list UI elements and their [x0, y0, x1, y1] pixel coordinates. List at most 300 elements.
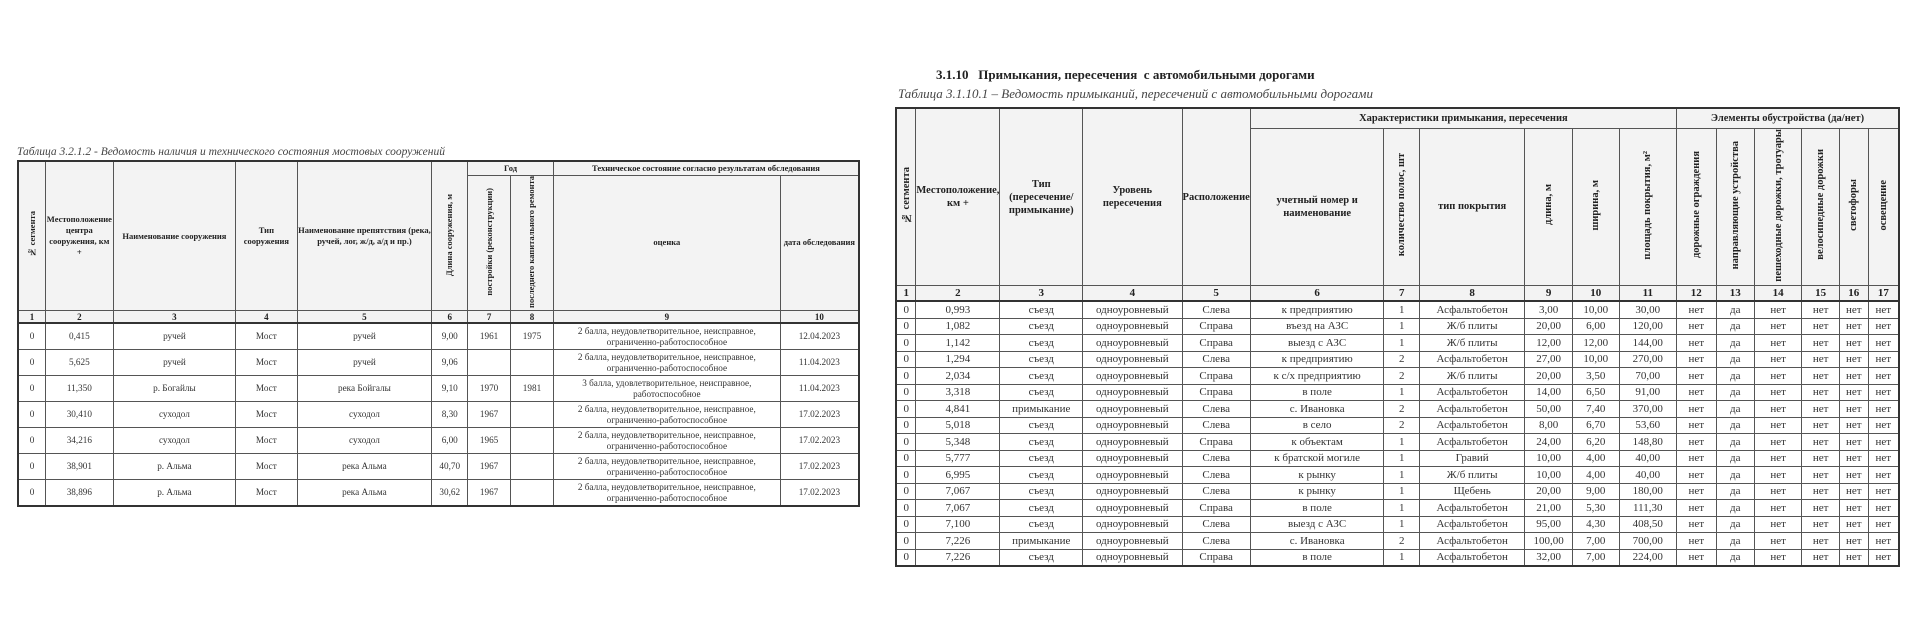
table-cell: нет: [1677, 533, 1717, 550]
table-cell: в поле: [1250, 549, 1384, 566]
table-cell: нет: [1677, 368, 1717, 385]
table-cell: нет: [1868, 301, 1899, 318]
table-cell: 12,00: [1572, 335, 1619, 352]
table-cell: 7,226: [916, 533, 1000, 550]
table-cell: Справа: [1182, 368, 1250, 385]
table-cell: нет: [1755, 467, 1802, 484]
table-cell: нет: [1755, 351, 1802, 368]
table-cell: примыкание: [1000, 401, 1083, 418]
column-number: 9: [1525, 286, 1573, 302]
table-cell: с. Ивановка: [1250, 401, 1384, 418]
table-cell: одноуровневый: [1083, 351, 1182, 368]
table-cell: да: [1716, 516, 1754, 533]
table-cell: нет: [1755, 335, 1802, 352]
table-cell: 20,00: [1525, 318, 1573, 335]
table-row: [18, 323, 859, 350]
table-cell: нет: [1802, 533, 1840, 550]
table-cell: 4,841: [916, 401, 1000, 418]
table-cell: съезд: [1000, 483, 1083, 500]
column-number: 4: [1083, 286, 1182, 302]
table-cell: Асфальтобетон: [1420, 533, 1525, 550]
table-cell: 6,20: [1572, 434, 1619, 451]
column-number: 14: [1755, 286, 1802, 302]
table-cell: 2 балла, неудовлетворительное, неисправное, ограниченно-работоспособное: [553, 350, 780, 376]
table-cell: 20,00: [1525, 483, 1573, 500]
table-cell: 53,60: [1619, 417, 1676, 434]
table-cell: ручей: [297, 350, 432, 376]
table-cell: 2 балла, неудовлетворительное, неисправное, ограниченно-работоспособное: [553, 428, 780, 454]
column-number: 12: [1677, 286, 1717, 302]
table-cell: Справа: [1182, 335, 1250, 352]
table-cell: нет: [1677, 467, 1717, 484]
table-row: [896, 401, 1899, 418]
table-cell: нет: [1802, 401, 1840, 418]
table-cell: 40,00: [1619, 450, 1676, 467]
table-cell: 0: [18, 480, 46, 507]
table-cell: да: [1716, 450, 1754, 467]
table-cell: да: [1716, 401, 1754, 418]
table-cell: 4,30: [1572, 516, 1619, 533]
table-cell: да: [1716, 467, 1754, 484]
table-cell: Мост: [236, 323, 297, 350]
table-cell: съезд: [1000, 318, 1083, 335]
table-cell: нет: [1755, 318, 1802, 335]
header-surface: тип покрытия: [1420, 128, 1525, 286]
table-cell: Асфальтобетон: [1420, 301, 1525, 318]
column-number: 8: [1420, 286, 1525, 302]
column-number: 2: [916, 286, 1000, 302]
table-cell: съезд: [1000, 450, 1083, 467]
table-cell: 370,00: [1619, 401, 1676, 418]
table-cell: 20,00: [1525, 368, 1573, 385]
table-cell: 0: [896, 516, 916, 533]
table-cell: 1,294: [916, 351, 1000, 368]
table-cell: Гравий: [1420, 450, 1525, 467]
table-cell: Асфальтобетон: [1420, 434, 1525, 451]
header-year-repair: последнего капитального ремонта: [511, 175, 554, 311]
table-cell: Слева: [1182, 401, 1250, 418]
table-cell: ручей: [113, 350, 236, 376]
table-cell: к братской могиле: [1250, 450, 1384, 467]
table-cell: в село: [1250, 417, 1384, 434]
table-cell: 7,067: [916, 500, 1000, 517]
table-cell: 10,00: [1525, 450, 1573, 467]
table-cell: съезд: [1000, 368, 1083, 385]
table-cell: нет: [1677, 401, 1717, 418]
table-cell: Ж/б плиты: [1420, 335, 1525, 352]
header-barriers: дорожные ограждения: [1677, 128, 1717, 286]
table-cell: 0: [896, 450, 916, 467]
table-cell: 17.02.2023: [780, 454, 859, 480]
table-cell: Слева: [1182, 483, 1250, 500]
table-cell: Асфальтобетон: [1420, 417, 1525, 434]
table-cell: нет: [1677, 549, 1717, 566]
table-cell: 7,100: [916, 516, 1000, 533]
table-cell: 100,00: [1525, 533, 1573, 550]
table-cell: 7,00: [1572, 549, 1619, 566]
table-cell: с. Ивановка: [1250, 533, 1384, 550]
table-cell: да: [1716, 533, 1754, 550]
table-row: [896, 351, 1899, 368]
table-cell: нет: [1868, 467, 1899, 484]
table-cell: 8,30: [432, 402, 468, 428]
table-cell: 180,00: [1619, 483, 1676, 500]
table-cell: 21,00: [1525, 500, 1573, 517]
header-equipment-group: Элементы обустройства (да/нет): [1677, 108, 1900, 128]
table-cell: река Бойгалы: [297, 376, 432, 402]
header-bikeways: велосипедные дорожки: [1802, 128, 1840, 286]
table-cell: 2: [1384, 401, 1420, 418]
header-structure-name: Наименование сооружения: [113, 161, 236, 311]
table-cell: р. Альма: [113, 454, 236, 480]
table-cell: нет: [1868, 434, 1899, 451]
bridges-table: [17, 160, 860, 507]
table-cell: 0: [896, 417, 916, 434]
table-cell: в поле: [1250, 500, 1384, 517]
column-number: 7: [1384, 286, 1420, 302]
table-cell: нет: [1839, 516, 1868, 533]
table-cell: нет: [1868, 417, 1899, 434]
table-cell: 2: [1384, 368, 1420, 385]
table-cell: нет: [1839, 417, 1868, 434]
table-cell: 91,00: [1619, 384, 1676, 401]
table-cell: Справа: [1182, 500, 1250, 517]
table-cell: нет: [1839, 401, 1868, 418]
table-cell: 2: [1384, 417, 1420, 434]
table-cell: 5,348: [916, 434, 1000, 451]
table-cell: 7,00: [1572, 533, 1619, 550]
table-cell: одноуровневый: [1083, 483, 1182, 500]
table-cell: нет: [1755, 483, 1802, 500]
column-number: 6: [1250, 286, 1384, 302]
table-cell: 40,70: [432, 454, 468, 480]
table-cell: 1967: [468, 454, 511, 480]
table-cell: к рынку: [1250, 467, 1384, 484]
table-cell: Мост: [236, 402, 297, 428]
header-location: Местоположение центра сооружения, км +: [46, 161, 114, 311]
table-cell: 7,40: [1572, 401, 1619, 418]
table-cell: Мост: [236, 376, 297, 402]
table-cell: выезд с АЗС: [1250, 516, 1384, 533]
table-cell: 9,00: [1572, 483, 1619, 500]
table-cell: 120,00: [1619, 318, 1676, 335]
table-cell: Слева: [1182, 516, 1250, 533]
table-cell: 3,50: [1572, 368, 1619, 385]
column-number: 11: [1619, 286, 1676, 302]
table-cell: 0: [896, 434, 916, 451]
table-cell: 27,00: [1525, 351, 1573, 368]
table-cell: 5,018: [916, 417, 1000, 434]
table-cell: 1: [1384, 301, 1420, 318]
column-number: 13: [1716, 286, 1754, 302]
header-traffic-lights: светофоры: [1839, 128, 1868, 286]
table-cell: Слева: [1182, 450, 1250, 467]
junctions-table-caption: Таблица 3.1.10.1 – Ведомость примыканий, пересечений с автомобильными дорогами: [898, 86, 1373, 101]
column-number: 17: [1868, 286, 1899, 302]
table-cell: 10,00: [1572, 351, 1619, 368]
table-cell: нет: [1839, 533, 1868, 550]
column-number: 1: [896, 286, 916, 302]
table-cell: 12.04.2023: [780, 323, 859, 350]
table-cell: 0: [896, 483, 916, 500]
table-cell: съезд: [1000, 467, 1083, 484]
table-cell: 5,777: [916, 450, 1000, 467]
table-cell: Асфальтобетон: [1420, 549, 1525, 566]
table-cell: река Альма: [297, 480, 432, 507]
table-cell: съезд: [1000, 516, 1083, 533]
table-cell: нет: [1868, 318, 1899, 335]
table-cell: 1: [1384, 318, 1420, 335]
table-cell: Мост: [236, 428, 297, 454]
table-cell: 95,00: [1525, 516, 1573, 533]
table-cell: Слева: [1182, 417, 1250, 434]
table-cell: 12,00: [1525, 335, 1573, 352]
table-cell: нет: [1755, 401, 1802, 418]
column-number: 9: [553, 311, 780, 324]
table-cell: одноуровневый: [1083, 533, 1182, 550]
table-cell: 11.04.2023: [780, 376, 859, 402]
table-cell: нет: [1755, 384, 1802, 401]
table-cell: 34,216: [46, 428, 114, 454]
table-cell: нет: [1802, 549, 1840, 566]
table-cell: 2 балла, неудовлетворительное, неисправное, ограниченно-работоспособное: [553, 454, 780, 480]
table-cell: 1981: [511, 376, 554, 402]
table-cell: 1: [1384, 549, 1420, 566]
table-row: [896, 434, 1899, 451]
table-cell: 4,00: [1572, 450, 1619, 467]
column-number: 5: [1182, 286, 1250, 302]
table-cell: 17.02.2023: [780, 402, 859, 428]
table-cell: 2 балла, неудовлетворительное, неисправное, ограниченно-работоспособное: [553, 402, 780, 428]
table-cell: 50,00: [1525, 401, 1573, 418]
table-cell: 32,00: [1525, 549, 1573, 566]
table-cell: нет: [1802, 500, 1840, 517]
table-cell: 7,226: [916, 549, 1000, 566]
table-cell: нет: [1677, 483, 1717, 500]
table-cell: да: [1716, 301, 1754, 318]
column-number: 3: [1000, 286, 1083, 302]
table-cell: Щебень: [1420, 483, 1525, 500]
header-segment: № сегмента: [896, 108, 916, 286]
table-cell: Ж/б плиты: [1420, 318, 1525, 335]
table-cell: съезд: [1000, 335, 1083, 352]
table-cell: 111,30: [1619, 500, 1676, 517]
table-cell: одноуровневый: [1083, 434, 1182, 451]
table-cell: нет: [1755, 500, 1802, 517]
table-cell: нет: [1839, 450, 1868, 467]
table-cell: 1967: [468, 402, 511, 428]
table-cell: 14,00: [1525, 384, 1573, 401]
table-row: [896, 335, 1899, 352]
table-cell: Справа: [1182, 549, 1250, 566]
table-cell: нет: [1839, 384, 1868, 401]
table-cell: да: [1716, 483, 1754, 500]
table-cell: 7,067: [916, 483, 1000, 500]
table-cell: примыкание: [1000, 533, 1083, 550]
table-row: [896, 301, 1899, 318]
table-row: [896, 384, 1899, 401]
table-cell: [511, 350, 554, 376]
junctions-table: [895, 107, 1900, 567]
table-cell: 0: [896, 549, 916, 566]
table-cell: да: [1716, 500, 1754, 517]
table-cell: 1967: [468, 480, 511, 507]
header-location: Местоположение, км +: [916, 108, 1000, 286]
table-cell: в поле: [1250, 384, 1384, 401]
table-row: [896, 368, 1899, 385]
table-row: [896, 500, 1899, 517]
header-area: площадь покрытия, м²: [1619, 128, 1676, 286]
table-cell: нет: [1755, 368, 1802, 385]
section-title: 3.1.10 Примыкания, пересечения с автомобильными дорогами: [936, 67, 1315, 82]
table-cell: нет: [1755, 434, 1802, 451]
table-cell: 700,00: [1619, 533, 1676, 550]
table-cell: одноуровневый: [1083, 368, 1182, 385]
table-cell: к с/х предприятию: [1250, 368, 1384, 385]
table-cell: ручей: [113, 323, 236, 350]
table-cell: 1: [1384, 450, 1420, 467]
table-cell: одноуровневый: [1083, 401, 1182, 418]
table-cell: нет: [1677, 516, 1717, 533]
column-number: 4: [236, 311, 297, 324]
header-road-id: учетный номер и наименование: [1250, 128, 1384, 286]
header-structure-type: Тип сооружения: [236, 161, 297, 311]
table-cell: нет: [1868, 549, 1899, 566]
table-cell: к рынку: [1250, 483, 1384, 500]
table-cell: 0: [18, 428, 46, 454]
table-cell: 6,70: [1572, 417, 1619, 434]
table-cell: 1970: [468, 376, 511, 402]
table-cell: нет: [1677, 351, 1717, 368]
table-cell: суходол: [113, 402, 236, 428]
table-row: [18, 428, 859, 454]
table-cell: Мост: [236, 350, 297, 376]
table-cell: к предприятию: [1250, 351, 1384, 368]
table-cell: 6,50: [1572, 384, 1619, 401]
column-number: 10: [780, 311, 859, 324]
table-cell: нет: [1755, 549, 1802, 566]
table-cell: нет: [1868, 483, 1899, 500]
table-row: [896, 417, 1899, 434]
table-cell: Слева: [1182, 351, 1250, 368]
table-cell: 0: [896, 384, 916, 401]
table-row: [896, 549, 1899, 566]
table-cell: [511, 454, 554, 480]
table-cell: р. Альма: [113, 480, 236, 507]
table-cell: Ж/б плиты: [1420, 467, 1525, 484]
column-number: 2: [46, 311, 114, 324]
header-length: длина, м: [1525, 128, 1573, 286]
table-cell: нет: [1802, 467, 1840, 484]
table-cell: въезд на АЗС: [1250, 318, 1384, 335]
table-cell: Слева: [1182, 467, 1250, 484]
table-cell: съезд: [1000, 500, 1083, 517]
table-row: [896, 318, 1899, 335]
table-cell: нет: [1868, 450, 1899, 467]
column-number: 8: [511, 311, 554, 324]
table-cell: 3 балла, удовлетворительное, неисправное, работоспособное: [553, 376, 780, 402]
table-cell: одноуровневый: [1083, 450, 1182, 467]
table-cell: 38,896: [46, 480, 114, 507]
table-cell: 11,350: [46, 376, 114, 402]
table-cell: 9,10: [432, 376, 468, 402]
table-cell: нет: [1802, 384, 1840, 401]
table-cell: да: [1716, 417, 1754, 434]
table-cell: нет: [1868, 368, 1899, 385]
table-cell: 408,50: [1619, 516, 1676, 533]
column-number: 1: [18, 311, 46, 324]
table-cell: да: [1716, 351, 1754, 368]
table-cell: Асфальтобетон: [1420, 500, 1525, 517]
junctions-table-body: [896, 301, 1899, 566]
table-cell: съезд: [1000, 384, 1083, 401]
table-cell: Справа: [1182, 384, 1250, 401]
table-cell: Слева: [1182, 533, 1250, 550]
table-cell: 1: [1384, 384, 1420, 401]
table-row: [896, 467, 1899, 484]
table-cell: нет: [1802, 301, 1840, 318]
table-cell: нет: [1868, 351, 1899, 368]
table-cell: 10,00: [1572, 301, 1619, 318]
table-cell: одноуровневый: [1083, 384, 1182, 401]
table-cell: нет: [1868, 335, 1899, 352]
table-cell: 0: [896, 318, 916, 335]
table-cell: нет: [1677, 318, 1717, 335]
table-cell: нет: [1839, 351, 1868, 368]
table-row: [896, 450, 1899, 467]
header-type: Тип (пересечение/ примыкание): [1000, 108, 1083, 286]
table-cell: да: [1716, 384, 1754, 401]
table-cell: 30,00: [1619, 301, 1676, 318]
header-length: Длина сооружения, м: [432, 161, 468, 311]
table-cell: 0: [896, 533, 916, 550]
table-cell: одноуровневый: [1083, 335, 1182, 352]
table-cell: суходол: [297, 428, 432, 454]
header-side: Расположение: [1182, 108, 1250, 286]
table-cell: суходол: [113, 428, 236, 454]
table-cell: съезд: [1000, 434, 1083, 451]
column-number: 7: [468, 311, 511, 324]
table-cell: 0: [896, 351, 916, 368]
table-cell: нет: [1839, 318, 1868, 335]
table-cell: нет: [1677, 301, 1717, 318]
table-cell: 17.02.2023: [780, 480, 859, 507]
table-cell: одноуровневый: [1083, 417, 1182, 434]
table-cell: [511, 402, 554, 428]
table-cell: нет: [1839, 301, 1868, 318]
table-cell: 6,995: [916, 467, 1000, 484]
table-cell: 0: [18, 454, 46, 480]
table-cell: 2,034: [916, 368, 1000, 385]
header-obstacle: Наименование препятствия (река, ручей, лог, ж/д, а/д и пр.): [297, 161, 432, 311]
table-cell: Справа: [1182, 318, 1250, 335]
table-cell: 0: [18, 350, 46, 376]
table-cell: нет: [1868, 516, 1899, 533]
table-cell: 1: [1384, 500, 1420, 517]
table-cell: нет: [1677, 450, 1717, 467]
table-cell: 17.02.2023: [780, 428, 859, 454]
table-cell: 1: [1384, 335, 1420, 352]
table-cell: нет: [1839, 467, 1868, 484]
table-cell: нет: [1755, 516, 1802, 533]
table-cell: 1: [1384, 434, 1420, 451]
table-cell: [511, 480, 554, 507]
header-level: Уровень пересечения: [1083, 108, 1182, 286]
table-cell: 148,80: [1619, 434, 1676, 451]
table-cell: 2 балла, неудовлетворительное, неисправное, ограниченно-работоспособное: [553, 323, 780, 350]
table-row: [896, 516, 1899, 533]
table-cell: одноуровневый: [1083, 467, 1182, 484]
